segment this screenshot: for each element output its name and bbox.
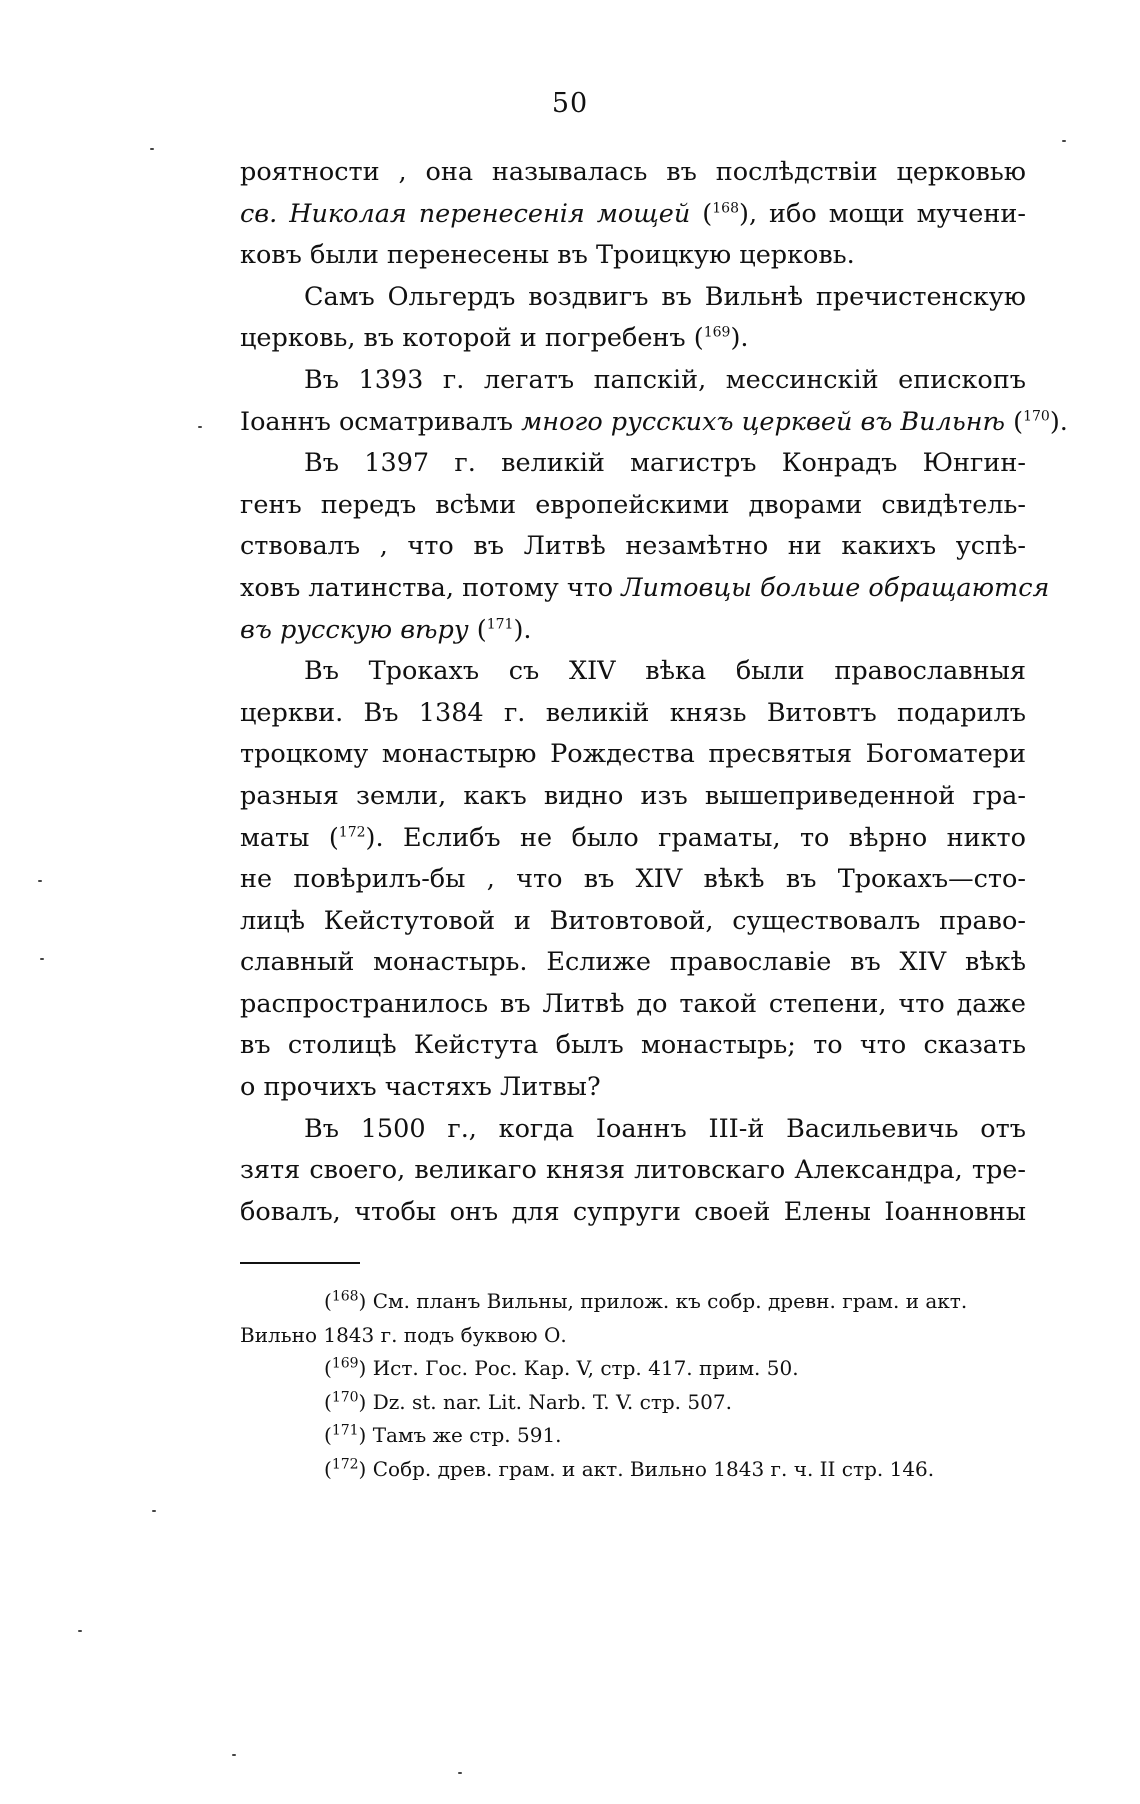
footnote-ref-170: 170 <box>1023 408 1050 425</box>
text-line: роятности , она называлась въ послѣдствіи церковью <box>240 157 1026 187</box>
italic-phrase: въ русскую вѣру <box>240 614 469 645</box>
footnotes <box>240 1285 1026 1486</box>
text-line: Самъ Ольгердъ воздвигъ въ Вильнѣ пречистенскую <box>304 281 1026 312</box>
text-fragment: церковь, въ которой и погребенъ <box>240 323 686 354</box>
text-line: не повѣрилъ-бы , что въ XIV вѣкѣ въ Трокахъ—сто- <box>240 864 1026 895</box>
footnote-169: ($^{169}$) Ист. Гос. Рос. Кар. V, стр. 417. прим. 50. <box>324 1355 799 1380</box>
footnote-text: См. планъ Вильны, прилож. къ собр. древн. грам. и акт. <box>372 1289 968 1313</box>
footnote-172: ($^{172}$) Собр. древ. грам. и акт. Вильно 1843 г. ч. II стр. 146. <box>324 1455 935 1481</box>
text-line: разныя земли, какъ видно изъ вышеприведенной гра- <box>240 780 1026 811</box>
italic-phrase: Литовцы больше обращаются <box>621 572 1050 603</box>
scan-speck <box>1062 140 1066 142</box>
footnote-separator <box>240 1262 360 1264</box>
footnote-ref-171: 171 <box>486 616 514 633</box>
text-line: Іоаннъ осматривалъ много русскихъ церквей въ Вильнѣ ($^{170}$). <box>240 406 1068 437</box>
text-line: ствовалъ , что въ Литвѣ незамѣтно ни какихъ успѣ- <box>240 531 1026 562</box>
text-line: лицѣ Кейстутовой и Витовтовой, существовалъ право- <box>240 905 1026 936</box>
footnote-text: Собр. древ. грам. и акт. Вильно 1843 г. ч. II стр. 146. <box>372 1456 935 1481</box>
footnote-text: Ист. Гос. Рос. Кар. V, стр. 417. прим. 50. <box>372 1356 799 1380</box>
scan-speck <box>458 1772 462 1774</box>
italic-phrase: св. Николая перенесенія мощей <box>240 198 691 229</box>
scan-speck <box>198 426 202 428</box>
text-line: троцкому монастырю Рождества пресвятыя Богоматери <box>240 739 1026 770</box>
text-line: церковь, въ которой и погребенъ ($^{169}$). <box>240 323 749 354</box>
text-fragment: маты <box>240 822 310 853</box>
footnote-ref-168: 168 <box>712 200 739 217</box>
footnote-171: ($^{171}$) Тамъ же стр. 591. <box>324 1422 562 1447</box>
scan-speck <box>38 880 42 882</box>
footnote-ref-169: 169 <box>703 324 731 341</box>
footnote-number: 169 <box>331 1355 359 1372</box>
text-line: ковъ были перенесены въ Троицкую церковь. <box>240 240 855 271</box>
text-line: Въ 1500 г., когда Іоаннъ III-й Васильевичь отъ <box>304 1113 1026 1144</box>
text-line: бовалъ, чтобы онъ для супруги своей Елены Іоанновны <box>240 1196 1026 1227</box>
footnote-number: 170 <box>331 1388 359 1405</box>
footnote-number: 168 <box>331 1288 359 1305</box>
text-line: о прочихъ частяхъ Литвы? <box>240 1072 601 1103</box>
text-line: славный монастырь. Еслиже православіе въ XIV вѣкѣ <box>240 947 1026 978</box>
footnote-text: Тамъ же стр. 591. <box>372 1423 562 1447</box>
text-line: церкви. Въ 1384 г. великій князь Витовтъ подарилъ <box>240 697 1026 728</box>
text-fragment: , ибо мощи мучени- <box>748 198 1026 229</box>
footnote-170: ($^{170}$) Dz. st. nar. Lit. Narb. T. V. стр. 507. <box>324 1388 732 1414</box>
footnote-168: ($^{168}$) См. планъ Вильны, прилож. къ собр. древн. грам. и акт. <box>324 1288 968 1313</box>
text-line: св. Николая перенесенія мощей ($^{168}$), ибо мощи мучени- <box>240 198 1026 229</box>
scan-speck <box>152 1510 156 1512</box>
italic-phrase: много русскихъ церквей въ Вильнѣ <box>521 406 1006 437</box>
scan-speck <box>78 1630 82 1632</box>
scan-speck <box>150 148 154 150</box>
text-fragment: ховъ латинства, потому что <box>240 572 614 603</box>
text-line: зятя своего, великаго князя литовскаго Александра, тре- <box>240 1155 1026 1186</box>
body-text <box>240 152 1068 1233</box>
text-line: въ столицѣ Кейстута былъ монастырь; то что сказать <box>240 1030 1026 1061</box>
scan-speck <box>232 1754 236 1756</box>
text-line <box>240 568 1050 610</box>
text-fragment: . Еслибъ не было граматы, то вѣрно никто <box>375 822 1026 853</box>
text-line: генъ передъ всѣми европейскими дворами свидѣтель- <box>240 489 1026 520</box>
scan-speck <box>40 958 44 960</box>
footnote-text: Dz. st. nar. Lit. Narb. T. V. стр. 507. <box>372 1389 732 1414</box>
text-line: Въ 1393 г. легатъ папскій, мессинскій епископъ <box>304 364 1026 395</box>
text-line: распространилось въ Литвѣ до такой степени, что даже <box>240 988 1026 1019</box>
footnote-168-continued: Вильно 1843 г. подъ буквою О. <box>240 1322 567 1347</box>
footnote-number: 171 <box>331 1422 359 1439</box>
text-fragment: Іоаннъ осматривалъ <box>240 406 514 437</box>
text-line: маты ($^{172}$). Еслибъ не было граматы, то вѣрно никто <box>240 822 1026 853</box>
text-line: Въ Трокахъ съ XIV вѣка были православныя <box>304 656 1026 687</box>
page-number: 50 <box>551 88 589 119</box>
footnote-number: 172 <box>331 1455 359 1472</box>
text-line: въ русскую вѣру ($^{171}$). <box>240 614 532 645</box>
text-line: Въ 1397 г. великій магистръ Конрадъ Юнгин- <box>304 448 1026 479</box>
footnote-ref-172: 172 <box>338 824 366 840</box>
